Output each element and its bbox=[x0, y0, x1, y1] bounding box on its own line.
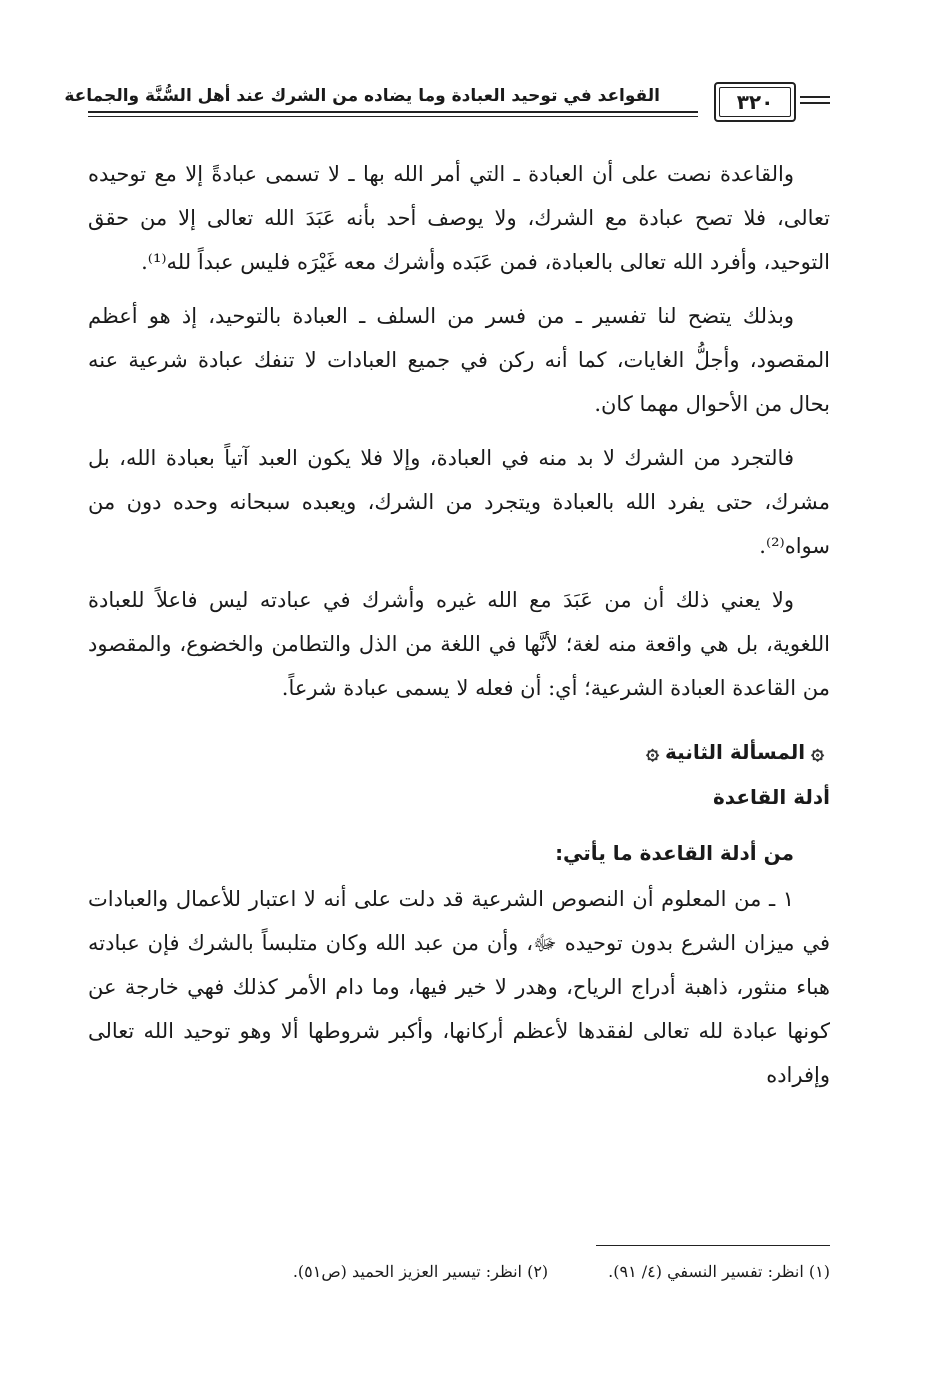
running-header-title: القواعد في توحيد العبادة وما يضاده من الشرك عند أهل السُّنَّة والجماعة bbox=[64, 86, 660, 106]
footnotes bbox=[88, 1262, 830, 1281]
page-number-ornament bbox=[800, 102, 830, 104]
footnote-separator bbox=[596, 1245, 830, 1246]
paragraph: والقاعدة نصت على أن العبادة ـ التي أمر الله بها ـ لا تسمى عبادةً إلا مع توحيده تعالى، فلا تصح عبادة مع الشرك، ولا يوصف أحد بأنه عَبَدَ الله تعالى إلا من حقق التوحيد، وأفرد الله تعالى بالعبادة، فمن عَبَده وأشرك معه غَيْرَه فليس عبداً لله⁽¹⁾. bbox=[88, 162, 830, 274]
section-heading bbox=[88, 732, 830, 773]
paragraph: فالتجرد من الشرك لا بد منه في العبادة، وإلا فلا يكون العبد آتياً بعبادة الله، بل مشرك، حتى يفرد الله بالعبادة ويتجرد من الشرك، ويعبده سبحانه وحده دون من سواه⁽²⁾. bbox=[88, 446, 830, 558]
page-number-ornament bbox=[800, 96, 830, 98]
section-subtitle: أدلة القاعدة bbox=[712, 785, 830, 809]
header-rule bbox=[88, 111, 698, 113]
footnote: (٢) انظر: تيسير العزيز الحميد (ص٥١). bbox=[292, 1262, 549, 1281]
footnote: (١) انظر: تفسير النسفي (٤/ ٩١). bbox=[608, 1262, 830, 1281]
ornament-icon: ۞ bbox=[646, 740, 660, 765]
page-header bbox=[64, 78, 830, 128]
paragraph: وبذلك يتضح لنا تفسير ـ من فسر من السلف ـ العبادة بالتوحيد، إذ هو أعظم المقصود، وأجلُّ الغايات، كما أنه ركن في جميع العبادات لا تنفك عبادة شرعية عنه بحال من الأحوال مهما كان. bbox=[88, 304, 830, 416]
section-title: المسألة الثانية bbox=[665, 740, 806, 764]
paragraph: ١ ـ من المعلوم أن النصوص الشرعية قد دلت على أنه لا اعتبار للأعمال والعبادات في ميزان الشرع بدون توحيده ﷻ، وأن من عبد الله وكان متلبساً بالشرك فإن عبادته هباء منثور، ذاهبة أدراج الرياح، وهدر لا خير فيها، وما دام الأمر كذلك فهي خارجة عن كونها عبادة لله تعالى لفقدها لأعظم أركانها، وأكبر شروطها ألا وهو توحيد الله تعالى وإفراده bbox=[88, 887, 830, 1087]
ornament-icon: ۞ bbox=[811, 740, 824, 765]
paragraph: ولا يعني ذلك أن من عَبَدَ مع الله غيره وأشرك في عبادته ليس فاعلاً للعبادة اللغوية، بل هي واقعة منه لغة؛ لأنَّها في اللغة من الذل والتطامن والخضوع، والمقصود من القاعدة العبادة الشرعية؛ أي: أن فعله لا يسمى عبادة شرعاً. bbox=[88, 588, 830, 700]
page-number: ٣٢٠ bbox=[714, 82, 796, 122]
main-text bbox=[88, 152, 830, 1107]
header-rule-thin bbox=[88, 116, 698, 117]
section-intro: من أدلة القاعدة ما يأتي: bbox=[555, 841, 794, 865]
